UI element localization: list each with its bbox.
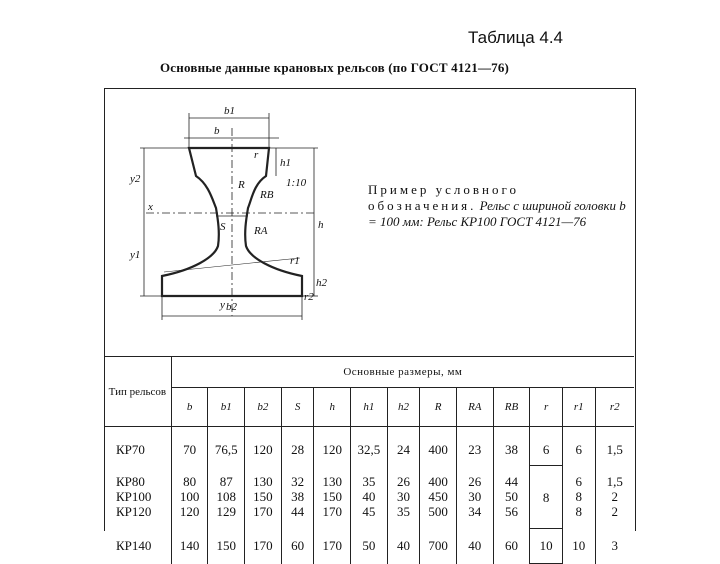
column-header: S (281, 388, 314, 427)
value-cell: 1,5 (595, 466, 634, 489)
value-cell: 2 (595, 504, 634, 529)
value-cell: 30 (456, 489, 493, 504)
scanned-table-page (104, 58, 636, 553)
value-cell: 150 (245, 489, 282, 504)
column-header: r2 (595, 388, 634, 427)
rail-type-cell: КР100 (104, 489, 171, 504)
value-cell: 32,5 (351, 427, 388, 466)
value-cell: 35 (387, 504, 420, 529)
value-cell: 6 (562, 427, 595, 466)
label-y2: y2 (130, 173, 141, 185)
value-cell: 8 (562, 504, 595, 529)
column-header: b1 (208, 388, 245, 427)
value-cell: 120 (171, 504, 208, 529)
value-cell: 44 (493, 466, 530, 489)
label-slope: 1:10 (286, 177, 307, 189)
value-cell: 170 (245, 529, 282, 564)
value-cell: 3 (595, 529, 634, 564)
value-cell: 6 (530, 427, 563, 466)
table-row (104, 466, 634, 489)
value-cell: 76,5 (208, 427, 245, 466)
label-b: b (214, 125, 220, 137)
column-header: h1 (351, 388, 388, 427)
value-cell: 35 (351, 466, 388, 489)
label-rb: RB (260, 189, 274, 201)
value-cell: 130 (245, 466, 282, 489)
value-cell: 150 (208, 529, 245, 564)
column-header: h (314, 388, 351, 427)
value-cell: 44 (281, 504, 314, 529)
value-cell: 23 (456, 427, 493, 466)
slide-title: Таблица 4.4 (468, 28, 564, 47)
value-cell: 60 (493, 529, 530, 564)
value-cell: 150 (314, 489, 351, 504)
value-cell: 6 (562, 466, 595, 489)
value-cell: 700 (420, 529, 457, 564)
label-ra: RA (254, 225, 268, 237)
value-cell: 170 (314, 504, 351, 529)
value-cell: 38 (281, 489, 314, 504)
column-header: RB (493, 388, 530, 427)
value-cell: 140 (171, 529, 208, 564)
value-cell: 26 (456, 466, 493, 489)
designation-example (368, 182, 630, 230)
rail-type-cell: КР120 (104, 504, 171, 529)
value-cell: 50 (351, 529, 388, 564)
value-cell: 40 (387, 529, 420, 564)
column-header: r1 (562, 388, 595, 427)
label-r2: r2 (304, 291, 314, 303)
table-row (104, 529, 634, 564)
value-cell: 108 (208, 489, 245, 504)
value-cell: 170 (314, 529, 351, 564)
label-s: S (220, 221, 226, 233)
value-cell: 26 (387, 466, 420, 489)
value-cell: 100 (171, 489, 208, 504)
table-row (104, 427, 634, 466)
table-header-row (104, 357, 634, 388)
value-cell: 2 (595, 489, 634, 504)
value-cell: 38 (493, 427, 530, 466)
value-cell: 120 (245, 427, 282, 466)
value-cell: 40 (456, 529, 493, 564)
label-h2: h2 (316, 277, 327, 289)
column-header: r (530, 388, 563, 427)
value-cell: 28 (281, 427, 314, 466)
label-h1: h1 (280, 157, 291, 169)
label-r1: r1 (290, 255, 300, 267)
column-header: b2 (245, 388, 282, 427)
value-cell: 400 (420, 466, 457, 489)
value-cell: 70 (171, 427, 208, 466)
value-cell: 120 (314, 427, 351, 466)
value-cell: 32 (281, 466, 314, 489)
value-cell: 50 (493, 489, 530, 504)
label-y1: y1 (130, 249, 141, 261)
column-header: R (420, 388, 457, 427)
label-y-bottom: y (220, 299, 225, 311)
value-cell: 450 (420, 489, 457, 504)
value-cell: 45 (351, 504, 388, 529)
value-cell-merged: 8 (530, 466, 563, 529)
column-header: b (171, 388, 208, 427)
type-column-header: Тип рельсов (104, 357, 171, 427)
value-cell: 34 (456, 504, 493, 529)
value-cell: 130 (314, 466, 351, 489)
value-cell: 10 (530, 529, 563, 564)
value-cell: 129 (208, 504, 245, 529)
label-x-left: x (148, 201, 153, 213)
value-cell: 400 (420, 427, 457, 466)
value-cell: 40 (351, 489, 388, 504)
value-cell: 24 (387, 427, 420, 466)
label-h: h (318, 219, 324, 231)
document-title: Основные данные крановых рельсов (по ГОСТ 4121—76) (160, 60, 510, 75)
column-header: RA (456, 388, 493, 427)
value-cell: 500 (420, 504, 457, 529)
value-cell: 56 (493, 504, 530, 529)
value-cell: 87 (208, 466, 245, 489)
value-cell: 60 (281, 529, 314, 564)
label-r: R (238, 179, 245, 191)
rail-type-cell: КР140 (104, 529, 171, 564)
value-cell: 170 (245, 504, 282, 529)
label-r-small: r (254, 149, 259, 161)
value-cell: 1,5 (595, 427, 634, 466)
rail-type-cell: КР80 (104, 466, 171, 489)
example-text: Рельс с шириной головки b = 100 мм: Рельс КР100 ГОСТ 4121—76 (368, 198, 626, 229)
value-cell: 8 (562, 489, 595, 504)
label-b2: b2 (226, 301, 237, 313)
column-header-row (104, 388, 634, 427)
rail-type-cell: КР70 (104, 427, 171, 466)
rail-profile-drawing (104, 58, 364, 358)
value-cell: 30 (387, 489, 420, 504)
dimensions-group-header: Основные размеры, мм (171, 357, 634, 388)
column-header: h2 (387, 388, 420, 427)
example-lead: Пример условного обозначения. (368, 182, 519, 213)
rail-data-table (104, 356, 634, 564)
label-b1: b1 (224, 105, 235, 117)
value-cell: 80 (171, 466, 208, 489)
value-cell: 10 (562, 529, 595, 564)
